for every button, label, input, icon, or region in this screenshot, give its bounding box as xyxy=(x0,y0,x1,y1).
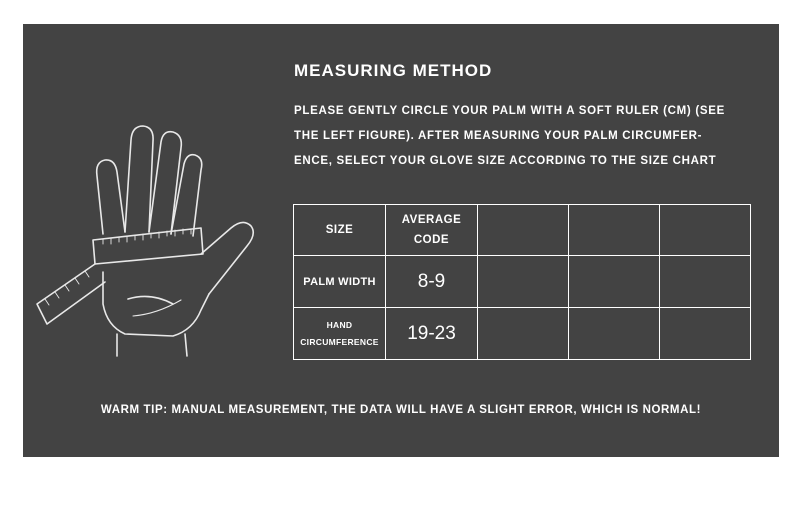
palm-width-value: 8-9 xyxy=(417,270,446,292)
table-row xyxy=(294,256,751,308)
average-code-header-line1: AVERAGE xyxy=(401,214,462,226)
palm-width-value-cell xyxy=(386,256,478,308)
empty-cell xyxy=(660,256,751,308)
empty-cell xyxy=(478,308,569,360)
instructions-line: PLEASE GENTLY CIRCLE YOUR PALM WITH A SOFT RULER (CM) (SEE xyxy=(294,105,725,117)
palm-width-label: PALM WIDTH xyxy=(303,275,376,288)
warm-tip-text: WARM TIP: MANUAL MEASUREMENT, THE DATA WILL HAVE A SLIGHT ERROR, WHICH IS NORMAL! xyxy=(100,404,702,416)
empty-cell xyxy=(660,205,751,256)
average-code-header-cell xyxy=(386,205,478,256)
empty-cell xyxy=(569,308,660,360)
table-header-row xyxy=(294,205,751,256)
hand-circumference-label-line1: HAND xyxy=(326,319,353,330)
page-title: MEASURING METHOD xyxy=(294,61,493,80)
empty-cell xyxy=(569,256,660,308)
hand-circumference-label-cell xyxy=(294,308,386,360)
hand-measuring-tape-icon xyxy=(33,104,263,364)
size-header-cell xyxy=(294,205,386,256)
empty-cell xyxy=(478,205,569,256)
empty-cell xyxy=(660,308,751,360)
empty-cell xyxy=(478,256,569,308)
average-code-header-line2: CODE xyxy=(413,234,450,246)
instructions-line: ENCE, SELECT YOUR GLOVE SIZE ACCORDING TO THE SIZE CHART xyxy=(294,155,717,167)
hand-circumference-label-line2: CIRCUMFERENCE xyxy=(300,336,379,347)
instructions-line: THE LEFT FIGURE). AFTER MEASURING YOUR PALM CIRCUMFER- xyxy=(294,130,703,142)
table-row xyxy=(294,308,751,360)
empty-cell xyxy=(569,205,660,256)
size-header-label: SIZE xyxy=(325,224,354,236)
size-guide-panel xyxy=(23,24,779,457)
hand-circumference-value: 19-23 xyxy=(407,322,456,344)
instructions-text xyxy=(294,99,764,174)
size-chart-table xyxy=(293,204,751,360)
hand-circumference-value-cell xyxy=(386,308,478,360)
palm-width-label-cell xyxy=(294,256,386,308)
